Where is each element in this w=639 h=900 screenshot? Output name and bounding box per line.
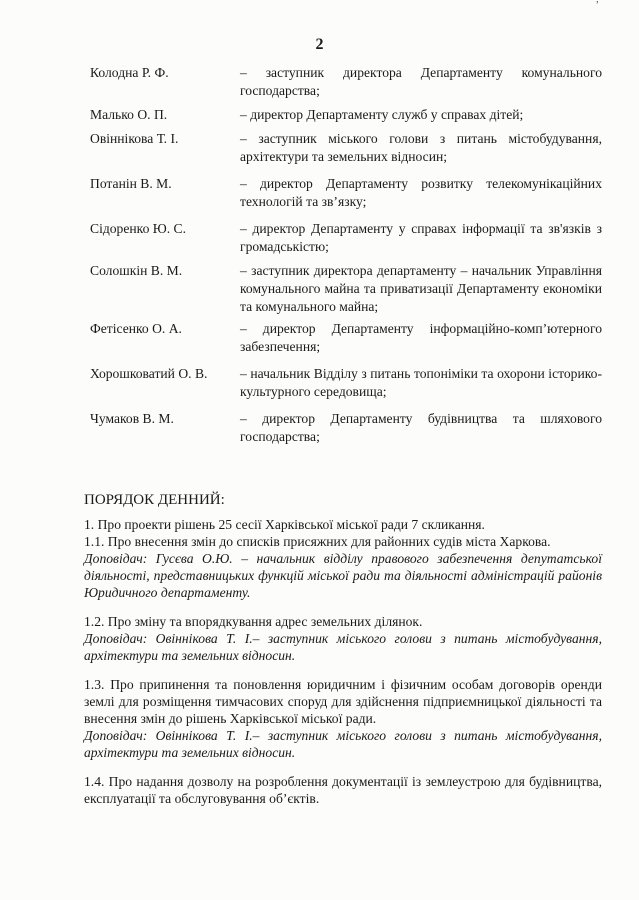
agenda-speaker: Доповідач: Гусєва О.Ю. – начальник відділу правового забезпечення депутатської діяльності, представницьких функцій міської ради та діяльності адміністрацій районів Юридичного департаменту. xyxy=(84,551,602,600)
agenda-speaker: Доповідач: Овіннікова Т. І.– заступник міського голови з питань містобудування, архітектури та земельних відносин. xyxy=(84,631,602,663)
member-name: Колодна Р. Ф. xyxy=(90,65,169,80)
member-row xyxy=(90,365,602,410)
member-name: Солошкін В. М. xyxy=(90,263,183,278)
agenda-item: 1.2. Про зміну та впорядкування адрес земельних ділянок. xyxy=(84,614,423,629)
member-name: Малько О. П. xyxy=(90,107,168,122)
member-name: Сідоренко Ю. С. xyxy=(90,221,187,236)
member-row xyxy=(90,410,602,450)
agenda-item: 1. Про проекти рішень 25 сесії Харківської міської ради 7 скликання. xyxy=(84,517,485,532)
member-row xyxy=(90,262,602,320)
member-row xyxy=(90,64,602,106)
member-role: – директор Департаменту у справах інформації та зв'язків з громадськістю; xyxy=(240,221,602,254)
member-name: Потанін В. М. xyxy=(90,176,172,191)
page-number: 2 xyxy=(315,36,324,53)
member-role: – директор Департаменту будівництва та шляхового господарства; xyxy=(240,411,602,444)
agenda-heading: ПОРЯДОК ДЕННИЙ: xyxy=(84,492,225,508)
member-name: Чумаков В. М. xyxy=(90,411,174,426)
agenda-item: 1.1. Про внесення змін до списків присяжних для районних судів міста Харкова. xyxy=(84,534,551,549)
member-row xyxy=(90,106,602,130)
member-role: – заступник директора Департаменту комунального господарства; xyxy=(240,65,602,98)
agenda-item: 1.3. Про припинення та поновлення юридичним і фізичним особам договорів оренди землі для розміщення тимчасових споруд для здійснення підприємницької діяльності та внесення змін до рішень Харківської міської ради. xyxy=(84,677,602,726)
members-list xyxy=(90,64,602,450)
member-row xyxy=(90,320,602,365)
member-role: – начальник Відділу з питань топоніміки та охорони історико-культурного середовища; xyxy=(240,366,602,399)
agenda-item: 1.4. Про надання дозволу на розроблення документації із землеустрою для будівництва, експлуатації та обслуговування об’єктів. xyxy=(84,774,602,806)
member-role: – заступник міського голови з питань містобудування, архітектури та земельних відносин; xyxy=(240,131,602,164)
member-row xyxy=(90,130,602,175)
member-row xyxy=(90,175,602,220)
member-role: – директор Департаменту інформаційно-комп’ютерного забезпечення; xyxy=(240,321,602,354)
corner-mark: ʼ xyxy=(595,0,599,11)
member-row xyxy=(90,220,602,262)
agenda-section xyxy=(84,492,602,807)
member-role: – директор Департаменту служб у справах дітей; xyxy=(240,107,524,122)
agenda-speaker: Доповідач: Овіннікова Т. І.– заступник міського голови з питань містобудування, архітектури та земельних відносин. xyxy=(84,728,602,760)
member-name: Фетісенко О. А. xyxy=(90,321,182,336)
member-name: Овіннікова Т. І. xyxy=(90,131,179,146)
member-role: – директор Департаменту розвитку телекомунікаційних технологій та зв’язку; xyxy=(240,176,602,209)
member-name: Хорошковатий О. В. xyxy=(90,366,208,381)
member-role: – заступник директора департаменту – начальник Управління комунального майна та приватизації Департаменту економіки та комунального майна; xyxy=(240,263,602,314)
